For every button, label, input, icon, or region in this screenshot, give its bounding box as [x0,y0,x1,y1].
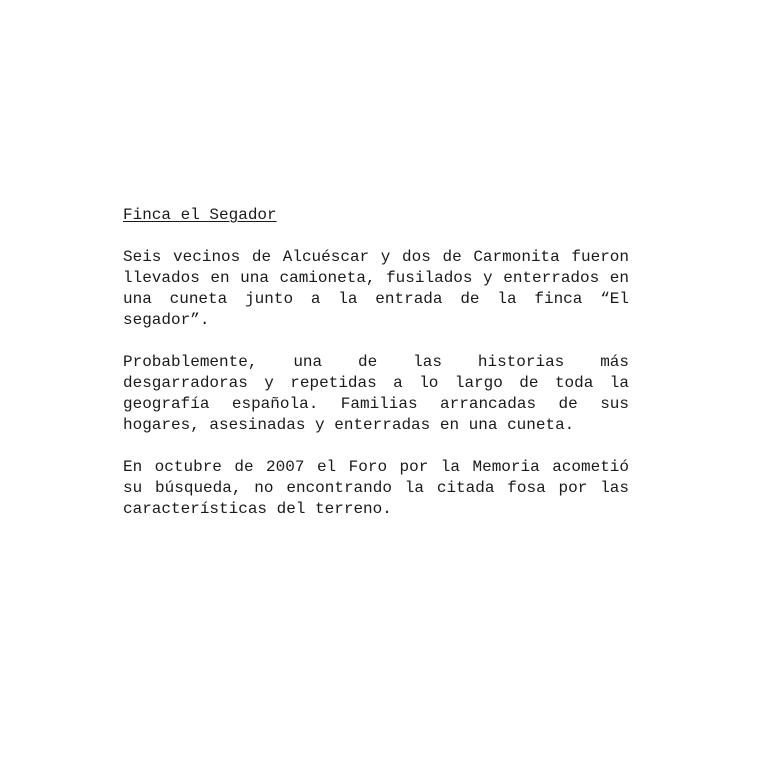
paragraph-2: Probablemente, una de las historias más desgarradoras y repetidas a lo largo de toda la geografía española. Familias arrancadas de sus hogares, asesinadas y enterradas en una cuneta. [123,353,629,434]
document-body [123,205,629,541]
paragraph-3: En octubre de 2007 el Foro por la Memoria acometió su búsqueda, no encontrando la citada fosa por las características del terreno. [123,458,629,518]
paragraph-1: Seis vecinos de Alcuéscar y dos de Carmonita fueron llevados en una camioneta, fusilados y enterrados en una cuneta junto a la entrada de la finca “El segador”. [123,248,629,329]
document-title: Finca el Segador [123,206,277,224]
